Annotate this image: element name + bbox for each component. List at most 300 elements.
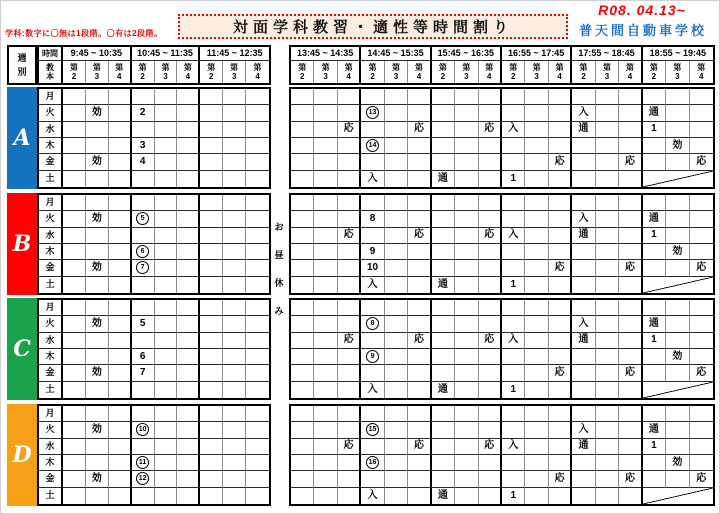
schedule-cell xyxy=(408,244,431,260)
time-slot-header: 14:45 ~ 15:35 xyxy=(361,47,431,61)
schedule-cell xyxy=(155,244,178,260)
circled-lesson-number: 14 xyxy=(366,139,379,152)
schedule-cell xyxy=(619,300,642,316)
schedule-cell xyxy=(200,105,223,121)
schedule-cell xyxy=(525,382,548,398)
room-header: 第 2 xyxy=(432,61,455,83)
schedule-cell xyxy=(361,154,384,170)
schedule-cell xyxy=(666,471,689,487)
schedule-cell xyxy=(200,422,223,438)
schedule-cell xyxy=(109,455,132,471)
schedule-cell xyxy=(132,300,155,316)
schedule-cell: 1 xyxy=(502,171,525,187)
schedule-cell xyxy=(200,195,223,211)
schedule-cell xyxy=(200,439,223,455)
schedule-cell: 応 xyxy=(408,228,431,244)
schedule-cell xyxy=(525,333,548,349)
schedule-cell xyxy=(246,333,269,349)
schedule-cell xyxy=(619,406,642,422)
schedule-cell xyxy=(455,244,478,260)
schedule-cell xyxy=(86,228,109,244)
schedule-cell xyxy=(177,138,200,154)
schedule-cell xyxy=(643,406,666,422)
schedule-cell xyxy=(572,365,595,381)
schedule-cell xyxy=(361,138,384,154)
schedule-cell xyxy=(200,488,223,504)
schedule-cell xyxy=(246,439,269,455)
schedule-cell xyxy=(549,211,572,227)
room-header: 第 2 xyxy=(643,61,666,83)
schedule-cell xyxy=(385,277,408,293)
schedule-cell xyxy=(246,228,269,244)
schedule-cell xyxy=(666,211,689,227)
schedule-cell xyxy=(479,406,502,422)
schedule-cell xyxy=(63,382,86,398)
circled-lesson-number: 11 xyxy=(136,456,149,469)
schedule-cell xyxy=(361,122,384,138)
schedule-cell xyxy=(549,382,572,398)
schedule-cell xyxy=(86,122,109,138)
schedule-cell xyxy=(643,365,666,381)
schedule-cell xyxy=(432,228,455,244)
schedule-cell xyxy=(408,488,431,504)
schedule-cell: 応 xyxy=(619,260,642,276)
schedule-cell xyxy=(177,471,200,487)
schedule-cell xyxy=(432,244,455,260)
schedule-cell xyxy=(432,365,455,381)
time-row-label: 時間 xyxy=(39,47,63,61)
schedule-cell xyxy=(223,277,246,293)
schedule-cell xyxy=(479,211,502,227)
schedule-cell xyxy=(291,89,314,105)
schedule-cell xyxy=(338,195,361,211)
schedule-cell xyxy=(63,260,86,276)
schedule-cell xyxy=(432,349,455,365)
schedule-cell xyxy=(596,260,619,276)
schedule-cell xyxy=(109,154,132,170)
schedule-cell xyxy=(291,333,314,349)
schedule-cell xyxy=(246,382,269,398)
schedule-cell xyxy=(525,455,548,471)
schedule-cell xyxy=(525,439,548,455)
schedule-cell: 通 xyxy=(643,211,666,227)
schedule-cell xyxy=(86,488,109,504)
schedule-cell xyxy=(246,365,269,381)
schedule-cell xyxy=(177,455,200,471)
schedule-cell xyxy=(155,365,178,381)
schedule-cell xyxy=(643,89,666,105)
schedule-cell xyxy=(690,122,713,138)
schedule-cell xyxy=(596,105,619,121)
schedule-cell xyxy=(86,171,109,187)
schedule-cell xyxy=(572,349,595,365)
schedule-cell: 応 xyxy=(619,365,642,381)
schedule-cell xyxy=(177,365,200,381)
schedule-cell xyxy=(338,406,361,422)
schedule-cell xyxy=(177,228,200,244)
schedule-cell xyxy=(246,316,269,332)
schedule-cell xyxy=(596,333,619,349)
schedule-cell xyxy=(155,488,178,504)
schedule-cell xyxy=(246,138,269,154)
schedule-cell xyxy=(177,195,200,211)
schedule-cell xyxy=(666,316,689,332)
day-cell: 火 xyxy=(39,105,63,121)
schedule-cell xyxy=(132,488,155,504)
schedule-cell xyxy=(246,89,269,105)
circled-lesson-number: 6 xyxy=(136,245,149,258)
schedule-cell xyxy=(177,244,200,260)
schedule-cell xyxy=(291,244,314,260)
schedule-cell xyxy=(666,422,689,438)
schedule-cell xyxy=(666,195,689,211)
schedule-cell xyxy=(408,422,431,438)
schedule-cell xyxy=(63,316,86,332)
room-header: 第 3 xyxy=(155,61,178,83)
schedule-cell: 通 xyxy=(572,228,595,244)
schedule-cell xyxy=(666,260,689,276)
schedule-cell xyxy=(432,316,455,332)
time-slot-header: 18:55 ~ 19:45 xyxy=(643,47,713,61)
schedule-cell xyxy=(361,365,384,381)
schedule-cell xyxy=(479,244,502,260)
schedule-cell xyxy=(455,455,478,471)
schedule-cell xyxy=(291,439,314,455)
schedule-cell xyxy=(63,439,86,455)
schedule-cell xyxy=(619,195,642,211)
time-slot-header: 11:45 ~ 12:35 xyxy=(200,47,269,61)
schedule-cell xyxy=(200,471,223,487)
schedule-cell xyxy=(596,349,619,365)
room-row-label: 教 本 xyxy=(39,61,63,83)
schedule-cell: 通 xyxy=(572,439,595,455)
circled-lesson-number: 12 xyxy=(136,472,149,485)
schedule-cell xyxy=(596,365,619,381)
schedule-cell xyxy=(502,406,525,422)
stage-note: 学科:数字に〇無は1段階。〇有は2段階。 xyxy=(5,29,163,38)
schedule-cell xyxy=(502,154,525,170)
room-header: 第 3 xyxy=(314,61,337,83)
schedule-cell xyxy=(223,349,246,365)
schedule-cell: 応 xyxy=(338,228,361,244)
schedule-cell xyxy=(572,171,595,187)
schedule-cell xyxy=(314,195,337,211)
schedule-cell xyxy=(200,138,223,154)
schedule-cell xyxy=(385,422,408,438)
schedule-cell xyxy=(643,244,666,260)
schedule-cell xyxy=(338,211,361,227)
schedule-cell xyxy=(432,195,455,211)
room-header: 第 2 xyxy=(361,61,384,83)
schedule-cell: 1 xyxy=(643,333,666,349)
schedule-cell xyxy=(619,105,642,121)
schedule-cell: 通 xyxy=(643,422,666,438)
schedule-cell xyxy=(502,471,525,487)
schedule-cell xyxy=(502,422,525,438)
schedule-cell: 3 xyxy=(132,138,155,154)
schedule-cell xyxy=(109,406,132,422)
schedule-cell xyxy=(200,244,223,260)
schedule-cell xyxy=(200,406,223,422)
schedule-cell xyxy=(455,105,478,121)
schedule-cell xyxy=(132,333,155,349)
schedule-cell xyxy=(361,105,384,121)
room-header: 第 2 xyxy=(132,61,155,83)
schedule-cell xyxy=(246,488,269,504)
schedule-cell xyxy=(432,406,455,422)
schedule-cell xyxy=(63,228,86,244)
schedule-cell xyxy=(502,138,525,154)
schedule-cell xyxy=(291,406,314,422)
schedule-cell xyxy=(385,89,408,105)
schedule-cell xyxy=(63,89,86,105)
circled-lesson-number: 8 xyxy=(366,317,379,330)
schedule-cell xyxy=(86,455,109,471)
schedule-cell xyxy=(385,439,408,455)
schedule-cell xyxy=(502,105,525,121)
schedule-cell xyxy=(690,244,713,260)
room-header: 第 4 xyxy=(408,61,431,83)
schedule-cell xyxy=(177,300,200,316)
schedule-cell xyxy=(361,471,384,487)
schedule-cell xyxy=(246,122,269,138)
schedule-cell xyxy=(177,406,200,422)
schedule-cell xyxy=(690,89,713,105)
schedule-cell xyxy=(619,488,642,504)
schedule-cell xyxy=(338,316,361,332)
schedule-cell: 応 xyxy=(338,333,361,349)
schedule-cell xyxy=(338,154,361,170)
schedule-cell: 応 xyxy=(549,260,572,276)
schedule-cell xyxy=(63,277,86,293)
group-label-D: D xyxy=(7,404,37,506)
schedule-cell xyxy=(223,89,246,105)
schedule-cell xyxy=(63,154,86,170)
schedule-cell xyxy=(63,349,86,365)
circled-lesson-number: 9 xyxy=(366,350,379,363)
schedule-cell xyxy=(200,171,223,187)
schedule-cell: 通 xyxy=(572,122,595,138)
schedule-cell xyxy=(223,171,246,187)
schedule-cell xyxy=(455,171,478,187)
schedule-cell: 入 xyxy=(361,171,384,187)
schedule-cell xyxy=(596,382,619,398)
schedule-cell xyxy=(109,171,132,187)
schedule-cell xyxy=(455,422,478,438)
room-header: 第 4 xyxy=(479,61,502,83)
schedule-cell xyxy=(408,471,431,487)
schedule-cell xyxy=(385,300,408,316)
schedule-cell xyxy=(385,382,408,398)
schedule-cell xyxy=(666,89,689,105)
schedule-cell xyxy=(525,89,548,105)
schedule-cell xyxy=(314,365,337,381)
schedule-cell xyxy=(666,333,689,349)
schedule-cell xyxy=(408,105,431,121)
day-cell: 水 xyxy=(39,439,63,455)
schedule-cell xyxy=(572,300,595,316)
room-header: 第 3 xyxy=(455,61,478,83)
schedule-cell xyxy=(619,89,642,105)
schedule-cell: 効 xyxy=(666,349,689,365)
schedule-cell xyxy=(455,349,478,365)
schedule-cell: 入 xyxy=(572,211,595,227)
day-cell: 金 xyxy=(39,365,63,381)
schedule-cell: 5 xyxy=(132,316,155,332)
schedule-cell xyxy=(408,382,431,398)
schedule-cell xyxy=(246,260,269,276)
schedule-cell: 入 xyxy=(572,316,595,332)
schedule-cell xyxy=(549,488,572,504)
schedule-cell xyxy=(596,154,619,170)
time-slot-header: 16:55 ~ 17:45 xyxy=(502,47,572,61)
schedule-cell xyxy=(314,122,337,138)
schedule-cell xyxy=(200,228,223,244)
schedule-cell: 9 xyxy=(361,244,384,260)
schedule-cell xyxy=(338,422,361,438)
schedule-cell xyxy=(109,122,132,138)
schedule-cell xyxy=(338,488,361,504)
schedule-cell xyxy=(109,211,132,227)
schedule-cell xyxy=(479,471,502,487)
schedule-cell xyxy=(223,228,246,244)
schedule-cell xyxy=(408,277,431,293)
schedule-cell xyxy=(455,333,478,349)
schedule-cell xyxy=(63,488,86,504)
schedule-cell xyxy=(223,138,246,154)
schedule-cell xyxy=(361,300,384,316)
schedule-cell xyxy=(314,316,337,332)
schedule-cell xyxy=(86,439,109,455)
closed-slot-cell xyxy=(643,382,713,398)
day-cell: 土 xyxy=(39,382,63,398)
schedule-cell xyxy=(502,89,525,105)
group-label-A: A xyxy=(7,87,37,189)
schedule-cell xyxy=(132,228,155,244)
schedule-cell xyxy=(549,300,572,316)
schedule-cell xyxy=(200,122,223,138)
schedule-cell xyxy=(314,382,337,398)
schedule-cell xyxy=(455,195,478,211)
schedule-cell xyxy=(479,138,502,154)
schedule-cell xyxy=(619,316,642,332)
schedule-cell xyxy=(666,300,689,316)
schedule-cell xyxy=(385,333,408,349)
schedule-cell xyxy=(200,260,223,276)
schedule-cell xyxy=(525,422,548,438)
schedule-cell xyxy=(525,471,548,487)
schedule-cell xyxy=(109,138,132,154)
schedule-cell xyxy=(666,105,689,121)
schedule-cell xyxy=(314,277,337,293)
schedule-cell xyxy=(109,382,132,398)
day-cell: 水 xyxy=(39,122,63,138)
schedule-cell xyxy=(223,422,246,438)
day-cell: 火 xyxy=(39,211,63,227)
schedule-cell xyxy=(408,300,431,316)
schedule-cell xyxy=(63,300,86,316)
time-slot-header: 15:45 ~ 16:35 xyxy=(432,47,502,61)
schedule-cell xyxy=(291,365,314,381)
schedule-cell xyxy=(408,171,431,187)
schedule-cell xyxy=(338,89,361,105)
schedule-cell xyxy=(200,382,223,398)
schedule-cell xyxy=(291,228,314,244)
schedule-cell xyxy=(455,316,478,332)
schedule-cell xyxy=(314,244,337,260)
day-cell: 金 xyxy=(39,260,63,276)
circled-lesson-number: 13 xyxy=(366,106,379,119)
schedule-cell xyxy=(86,300,109,316)
schedule-cell xyxy=(385,244,408,260)
schedule-cell xyxy=(314,300,337,316)
schedule-cell xyxy=(291,105,314,121)
effective-date: R08. 04.13~ xyxy=(598,2,686,18)
schedule-cell xyxy=(690,422,713,438)
schedule-cell xyxy=(200,365,223,381)
schedule-cell xyxy=(572,195,595,211)
day-cell: 木 xyxy=(39,138,63,154)
schedule-cell xyxy=(177,439,200,455)
schedule-cell: 効 xyxy=(86,471,109,487)
schedule-cell xyxy=(385,154,408,170)
schedule-cell xyxy=(643,154,666,170)
schedule-cell xyxy=(525,154,548,170)
schedule-cell: 応 xyxy=(479,228,502,244)
schedule-cell xyxy=(619,138,642,154)
schedule-cell xyxy=(314,455,337,471)
schedule-cell xyxy=(132,89,155,105)
schedule-cell xyxy=(223,154,246,170)
schedule-cell xyxy=(432,260,455,276)
schedule-cell xyxy=(155,349,178,365)
schedule-cell xyxy=(177,277,200,293)
schedule-cell xyxy=(338,471,361,487)
schedule-cell xyxy=(338,382,361,398)
schedule-cell: 4 xyxy=(132,154,155,170)
schedule-cell xyxy=(643,260,666,276)
schedule-cell: 効 xyxy=(86,211,109,227)
schedule-cell xyxy=(432,439,455,455)
schedule-cell xyxy=(596,300,619,316)
schedule-cell xyxy=(155,105,178,121)
schedule-cell xyxy=(690,439,713,455)
schedule-cell xyxy=(385,471,408,487)
schedule-cell xyxy=(109,316,132,332)
schedule-cell xyxy=(109,244,132,260)
schedule-cell xyxy=(223,365,246,381)
schedule-cell xyxy=(223,455,246,471)
schedule-cell xyxy=(177,422,200,438)
schedule-cell xyxy=(432,333,455,349)
schedule-cell xyxy=(155,154,178,170)
schedule-cell xyxy=(385,211,408,227)
schedule-cell xyxy=(63,471,86,487)
schedule-cell xyxy=(200,300,223,316)
day-cell: 金 xyxy=(39,471,63,487)
schedule-cell: 通 xyxy=(572,333,595,349)
schedule-cell: 入 xyxy=(502,439,525,455)
schedule-cell xyxy=(385,406,408,422)
schedule-cell xyxy=(479,260,502,276)
schedule-cell xyxy=(479,277,502,293)
schedule-cell xyxy=(132,260,155,276)
schedule-cell xyxy=(86,195,109,211)
schedule-cell xyxy=(63,406,86,422)
schedule-cell xyxy=(314,138,337,154)
page-title: 対面学科教習・適性等時間割り xyxy=(178,14,568,39)
schedule-cell xyxy=(109,365,132,381)
